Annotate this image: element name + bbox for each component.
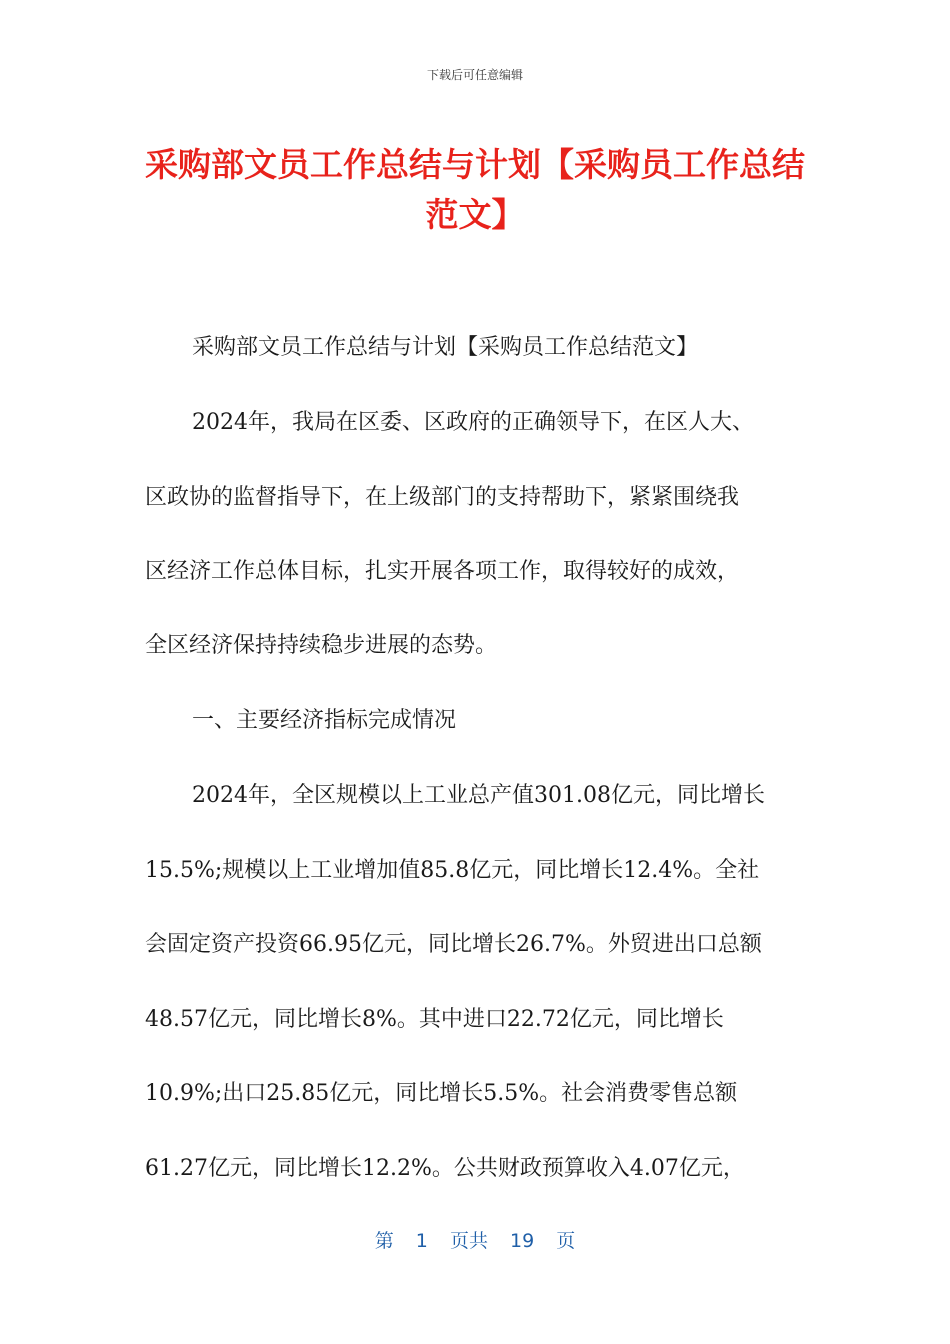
body-line-9: 会固定资产投资66.95亿元，同比增长26.7%。外贸进出口总额 — [145, 932, 762, 957]
header-note: 下载后可任意编辑 — [426, 68, 523, 82]
body-line-10: 48.57亿元，同比增长8%。其中进口22.72亿元，同比增长 — [145, 1007, 724, 1032]
footer-suffix: 页 — [556, 1230, 576, 1252]
footer-current-page: 1 — [415, 1230, 428, 1252]
footer-total-pages: 19 — [510, 1230, 535, 1252]
footer-mid: 页共 — [449, 1230, 488, 1252]
body-line-5: 全区经济保持持续稳步进展的态势。 — [145, 633, 498, 658]
body-line-12: 61.27亿元，同比增长12.2%。公共财政预算收入4.07亿元， — [145, 1156, 745, 1181]
body-line-4: 区经济工作总体目标，扎实开展各项工作，取得较好的成效， — [145, 559, 740, 584]
body-line-8: 15.5%;规模以上工业增加值85.8亿元，同比增长12.4%。全社 — [145, 858, 760, 883]
body-line-2: 2024年，我局在区委、区政府的正确领导下，在区人大、 — [192, 410, 754, 435]
body-line-1: 采购部文员工作总结与计划【采购员工作总结范文】 — [192, 335, 699, 360]
body-line-11: 10.9%;出口25.85亿元，同比增长5.5%。社会消费零售总额 — [145, 1081, 738, 1106]
body-line-7: 2024年，全区规模以上工业总产值301.08亿元，同比增长 — [192, 783, 765, 808]
document-title: 采购部文员工作总结与计划【采购员工作总结范文】 — [145, 145, 805, 234]
page-footer — [0, 1226, 950, 1253]
body-line-3: 区政协的监督指导下，在上级部门的支持帮助下，紧紧围绕我 — [145, 485, 740, 510]
section-heading: 一、主要经济指标完成情况 — [192, 708, 457, 733]
footer-prefix: 第 — [374, 1230, 394, 1252]
